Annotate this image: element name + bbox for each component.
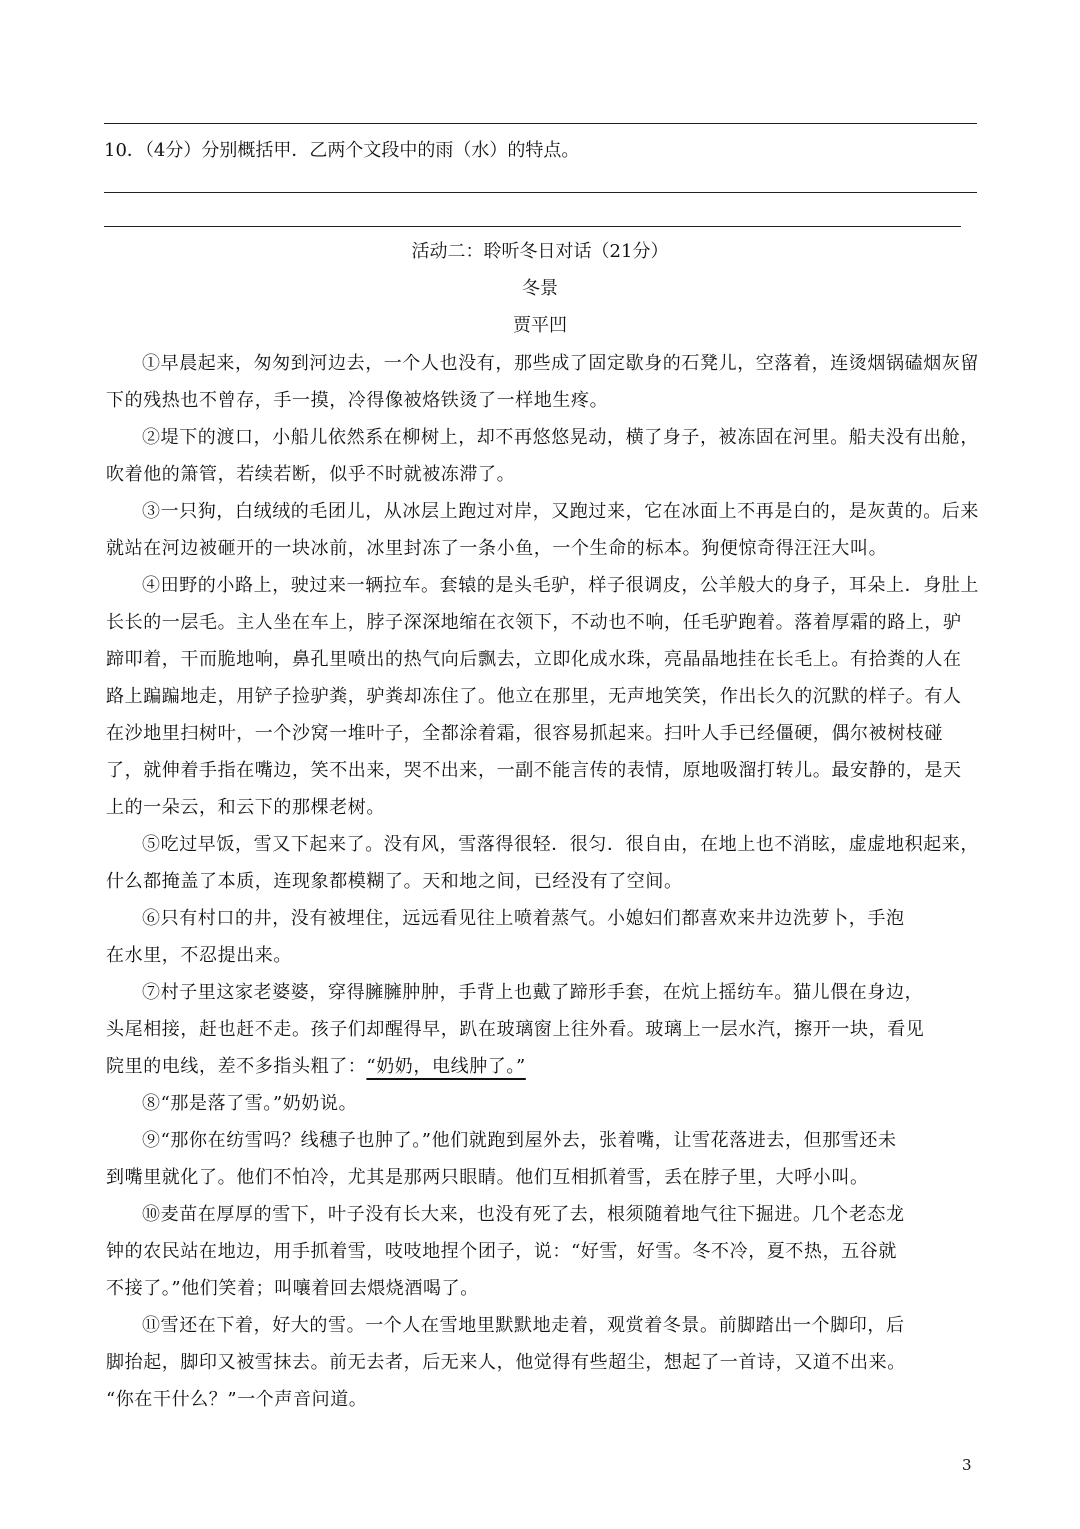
paragraph-7-line-3-text: 院里的电线，差不多指头粗了： — [106, 1056, 367, 1077]
question-number: 10． — [104, 140, 145, 161]
paragraph-6-line-2: 在水里，不忍提出来。 — [106, 945, 292, 966]
paragraph-9-line-2: 到嘴里就化了。他们不怕冷，尤其是那两只眼睛。他们互相抓着雪，丢在脖子里，大呼小叫。 — [106, 1167, 869, 1188]
paragraph-1: ①早晨起来，匆匆到河边去，一个人也没有，那些成了固定歇身的石凳儿，空落着，连烫烟锅磕烟灰留下的残热也不曾存，手一摸，冷得像被烙铁烫了一样地生疼。 — [106, 353, 979, 411]
paragraph-4: ④田野的小路上，驶过来一辆拉车。套辕的是头毛驴，样子很调皮，公羊般大的身子，耳朵上．身肚上长长的一层毛。主人坐在车上，脖子深深地缩在衣领下，不动也不响，任毛驴跑着。落着厚霜的路上，驴蹄叩着，干而脆地响，鼻孔里喷出的热气向后飘去，立即化成水珠，亮晶晶地挂在长毛上。有拾粪的人在路上蹁蹁地走，用铲子捡驴粪，驴粪却冻住了。他立在那里，无声地笑笑，作出长久的沉默的样子。有人在沙地里扫树叶，一个沙窝一堆叶子，全都涂着霜，很容易抓起来。扫叶人手已经僵硬，偶尔被树枝碰了，就伸着手指在嘴边，笑不出来，哭不出来，一副不能言传的表情，原地吸溜打转儿。最安静的，是天上的一朵云，和云下的那棵老树。 — [106, 575, 979, 818]
paragraph-7-line-3 — [106, 1048, 980, 1085]
answer-line-2 — [104, 226, 961, 227]
passage-body — [106, 345, 980, 1418]
question-10 — [104, 136, 579, 166]
paragraph-11-line-2: 脚抬起，脚印又被雪抹去。前无去者，后无来人，他觉得有些超尘，想起了一首诗，又道不出来。 — [106, 1352, 906, 1373]
paragraph-5: ⑤吃过早饭，雪又下起来了。没有风，雪落得很轻．很匀．很自由，在地上也不消眩，虚虚地积起来，什么都掩盖了本质，连现象都模糊了。天和地之间，已经没有了空间。 — [106, 834, 979, 892]
paragraph-9-line-1: ⑨“那你在纺雪吗？线穗子也肿了。”他们就跑到屋外去，张着嘴，让雪花落进去，但那雪还未 — [142, 1130, 897, 1151]
paragraph-2: ②堤下的渡口，小船儿依然系在柳树上，却不再悠悠晃动，横了身子，被冻固在河里。船夫没有出舱，吹着他的箫管，若续若断，似乎不时就被冻滞了。 — [106, 427, 979, 485]
paragraph-7-line-1: ⑦村子里这家老婆婆，穿得臃臃肿肿，手背上也戴了蹄形手套，在炕上摇纺车。猫儿偎在身边， — [142, 982, 924, 1003]
answer-line-1 — [104, 192, 977, 193]
underlined-quote: “奶奶，电线肿了。” — [366, 1056, 526, 1077]
paragraph-10-line-2: 钟的农民站在地边，用手抓着雪，吱吱地捏个团子，说：“好雪，好雪。冬不冷，夏不热，五谷就 — [106, 1241, 897, 1262]
paragraph-6-line-1: ⑥只有村口的井，没有被埋住，远远看见往上喷着蒸气。小媳妇们都喜欢来井边洗萝卜，手泡 — [142, 908, 905, 929]
passage-author: 贾平凹 — [513, 315, 567, 336]
paragraph-3: ③一只狗，白绒绒的毛团儿，从冰层上跑过对岸，又跑过来，它在冰面上不再是白的，是灰黄的。后来就站在河边被砸开的一块冰前，冰里封冻了一条小鱼，一个生命的标本。狗便惊奇得汪汪大叫。 — [106, 501, 979, 559]
paragraph-7-line-2: 头尾相接，赶也赶不走。孩子们却醒得早，趴在玻璃窗上往外看。玻璃上一层水汽，擦开一块，看见 — [106, 1019, 925, 1040]
paragraph-11-line-3: “你在干什么？”一个声音问道。 — [106, 1389, 368, 1410]
paragraph-10-line-3: 不接了。”他们笑着；叫嚷着回去煨烧酒喝了。 — [106, 1278, 479, 1299]
paragraph-10-line-1: ⑩麦苗在厚厚的雪下，叶子没有长大来，也没有死了去，根须随着地气往下掘进。几个老态龙 — [142, 1204, 905, 1225]
section-heading: 活动二：聆听冬日对话（21分） — [411, 241, 669, 262]
paragraph-8: ⑧“那是落了雪。”奶奶说。 — [142, 1093, 358, 1114]
question-points: （4分） — [144, 140, 202, 161]
answer-line-top — [104, 123, 977, 124]
paragraph-11-line-1: ⑪雪还在下着，好大的雪。一个人在雪地里默默地走着，观赏着冬景。前脚踏出一个脚印，后 — [142, 1315, 905, 1336]
passage-title: 冬景 — [522, 278, 558, 299]
page-number: 3 — [962, 1456, 972, 1474]
question-text: 分别概括甲．乙两个文段中的雨（水）的特点。 — [201, 140, 580, 161]
